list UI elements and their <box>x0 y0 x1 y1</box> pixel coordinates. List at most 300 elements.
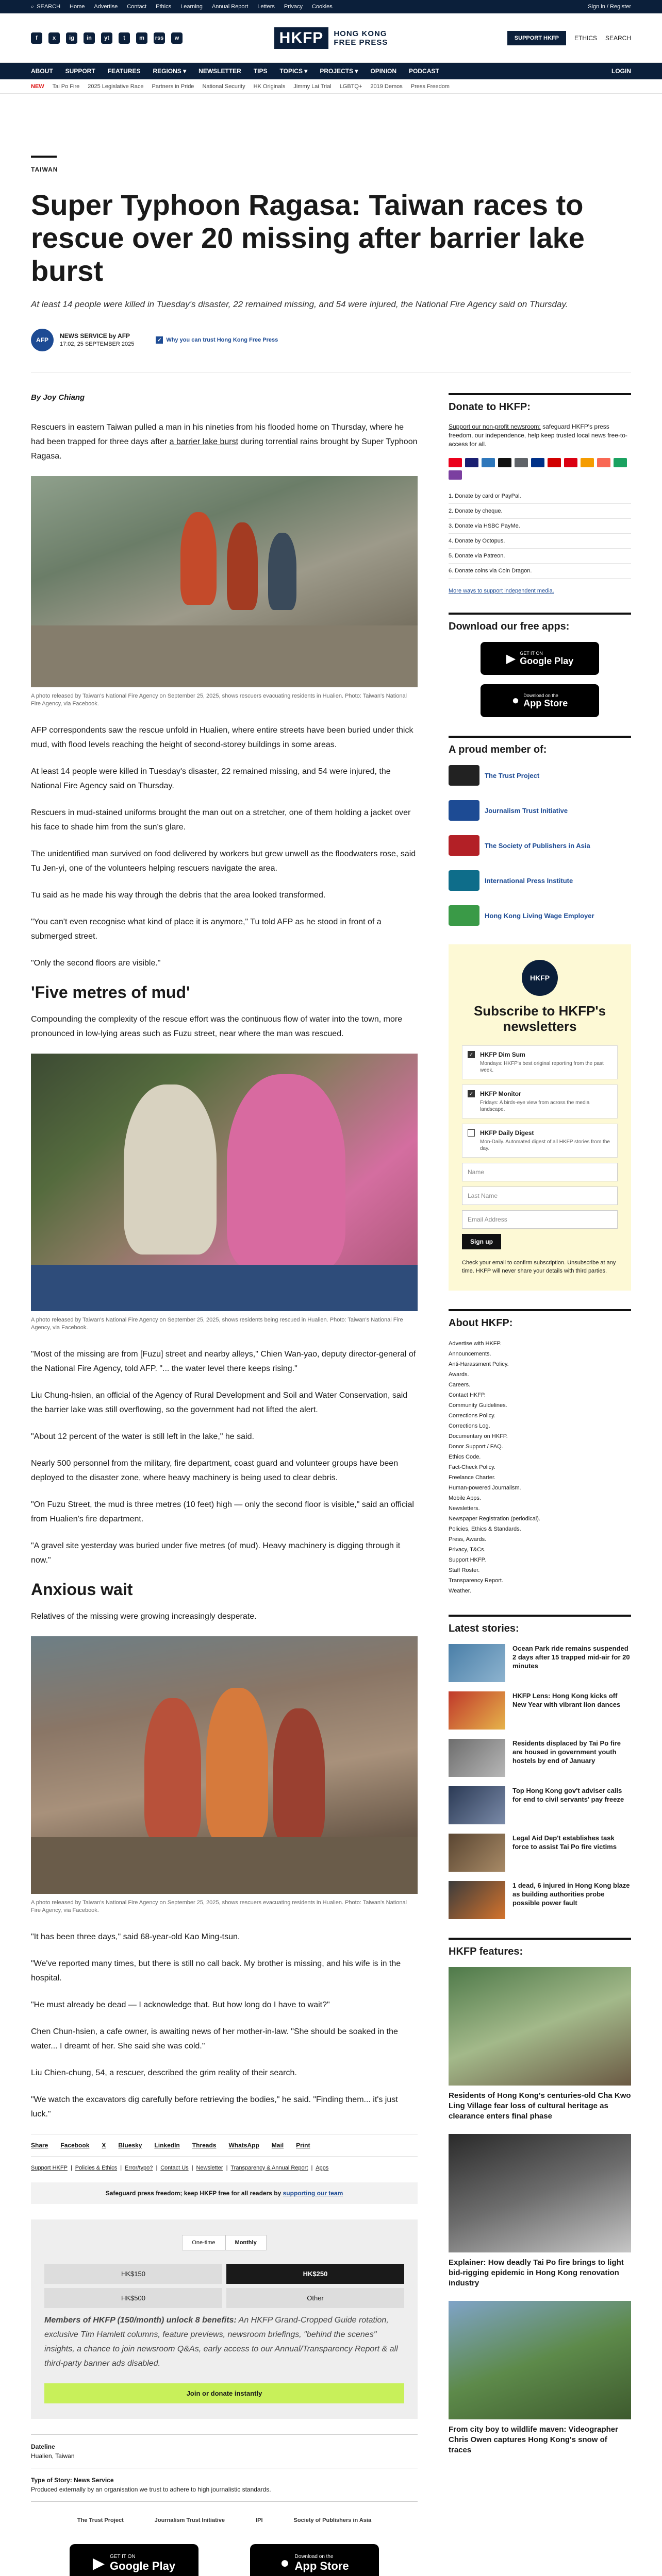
latest-headline[interactable]: Legal Aid Dep't establishes task force to assist Tai Po fire victims <box>512 1834 617 1851</box>
nav-tips[interactable]: TIPS <box>253 67 268 75</box>
whatsapp-icon[interactable]: w <box>171 32 183 44</box>
donate-title: Donate to HKFP: <box>449 401 531 413</box>
amount-option[interactable]: HK$150 <box>44 2264 222 2284</box>
play-icon: ▶ <box>92 2554 105 2572</box>
google-pay-icon <box>515 458 528 467</box>
join-donate-button[interactable]: Join or donate instantly <box>44 2383 404 2403</box>
main-nav <box>0 63 662 79</box>
afp-avatar[interactable]: AFP <box>31 329 54 351</box>
latest-thumb <box>449 1786 505 1824</box>
subnav-item[interactable]: Jimmy Lai Trial <box>293 83 332 90</box>
newsletter-desc: Mon-Daily. Automated digest of all HKFP stories from the day. <box>480 1139 610 1151</box>
share-x[interactable]: X <box>102 2142 106 2149</box>
apps-title: Download our free apps: <box>449 621 570 632</box>
story-type <box>31 2468 418 2502</box>
trust-project-icon <box>449 765 479 786</box>
feature-story[interactable] <box>449 1967 631 2122</box>
newsletter-name: HKFP Dim Sum <box>480 1051 525 1058</box>
donate-list <box>449 489 631 579</box>
mastodon-icon[interactable]: m <box>136 32 147 44</box>
nav-support[interactable]: SUPPORT <box>65 67 95 75</box>
support-hkfp-button[interactable]: SUPPORT HKFP <box>507 31 566 45</box>
newsletter-option[interactable] <box>462 1124 618 1158</box>
app-store-button[interactable] <box>481 684 599 717</box>
feature-image <box>449 2134 631 2252</box>
sub-nav <box>0 79 662 94</box>
feature-headline[interactable]: From city boy to wildlife maven: Videographer Chris Owen captures Hong Kong's snow of traces <box>449 2425 618 2454</box>
play-icon: ▶ <box>506 651 516 666</box>
x-icon[interactable]: x <box>48 32 60 44</box>
article-category[interactable]: TAIWAN <box>31 166 58 173</box>
about-link[interactable]: Weather. <box>449 1588 471 1594</box>
donate-intro <box>449 422 631 449</box>
features-widget <box>449 1938 631 2455</box>
member-name[interactable]: The Society of Publishers in Asia <box>485 841 590 850</box>
member-title: A proud member of: <box>449 744 547 755</box>
jti-logo[interactable]: Journalism Trust Initiative <box>154 2517 225 2523</box>
dateline-label: Dateline <box>31 2443 55 2450</box>
donation-note <box>44 2313 404 2371</box>
about-list <box>449 1338 631 1596</box>
support-link[interactable]: Error/typo? <box>124 2165 153 2171</box>
about-link[interactable]: Announcements. <box>449 1351 491 1357</box>
topbar-cookies[interactable]: Cookies <box>311 4 333 10</box>
support-link[interactable]: Support HKFP <box>31 2165 68 2171</box>
about-link[interactable]: Mobile Apps. <box>449 1495 481 1501</box>
latest-story[interactable] <box>449 1786 631 1824</box>
feature-story[interactable] <box>449 2134 631 2289</box>
share-linkedin[interactable]: LinkedIn <box>154 2142 180 2149</box>
p1-text-a: Rescuers in eastern Taiwan pulled a man in his nineties from his flooded home on Thursday, where he had been trapped for three days after <box>31 423 404 446</box>
store-text <box>110 2554 175 2573</box>
apps-widget <box>449 613 631 717</box>
about-link[interactable]: Newspaper Registration (periodical). <box>449 1516 540 1522</box>
byline-date: 17:02, 25 SEPTEMBER 2025 <box>60 341 135 347</box>
google-play-button[interactable] <box>481 642 599 675</box>
linkedin-icon[interactable]: in <box>84 32 95 44</box>
sopa-icon <box>449 835 479 856</box>
site-header <box>0 13 662 63</box>
newsletter-option[interactable] <box>462 1045 618 1079</box>
about-link[interactable]: Community Guidelines. <box>449 1402 507 1409</box>
apple-icon: ● <box>511 693 520 707</box>
topbar-home[interactable]: Home <box>70 4 85 10</box>
paragraph: "About 12 percent of the water is still left in the lake," he said. <box>31 1432 254 1441</box>
dateline <box>31 2434 418 2468</box>
store-small: GET IT ON <box>109 2553 136 2560</box>
feature-image <box>449 1967 631 2086</box>
paragraph <box>31 420 418 464</box>
apple-icon: ● <box>280 2554 290 2571</box>
newsletter-option-text <box>480 1051 612 1074</box>
latest-headline[interactable]: Top Hong Kong gov't adviser calls for end to civil servants' pay freeze <box>512 1787 624 1803</box>
about-link[interactable]: Ethics Code. <box>449 1454 481 1460</box>
latest-widget <box>449 1615 631 1919</box>
photo-caption: A photo released by Taiwan's National Fire Agency on September 25, 2025, shows rescuers evacuating residents in Hualien. Photo: Taiwan's National Fire Agency, via Facebook. <box>31 693 407 707</box>
checkbox-icon[interactable] <box>468 1129 475 1137</box>
paypal-icon <box>531 458 544 467</box>
latest-thumb <box>449 1834 505 1872</box>
coin-dragon-icon <box>449 470 462 480</box>
donation-note-text: An HKFP Grand-Cropped Guide rotation, exclusive Tim Hamlett columns, feature previews, newsroom briefings, "behind the scenes" insights, a chance to join newsroom Q&As, early access to our Annual/Transparency Report & all third-party banner ads disabled. <box>44 2316 398 2368</box>
photo-figure <box>268 533 296 610</box>
octopus-icon <box>581 458 594 467</box>
member-name[interactable]: Hong Kong Living Wage Employer <box>485 911 594 920</box>
subnav-item[interactable]: 2019 Demos <box>370 83 403 90</box>
paragraph: "You can't even recognise what kind of place it is anymore," Tu told AFP as he stood in front of a submerged street. <box>31 918 382 941</box>
youtube-icon[interactable]: yt <box>101 32 112 44</box>
share-whatsapp[interactable]: WhatsApp <box>228 2142 259 2149</box>
share-mail[interactable]: Mail <box>271 2142 284 2149</box>
support-team-link[interactable]: supporting our team <box>283 2190 343 2197</box>
logo-box: HKFP <box>274 27 329 49</box>
about-link[interactable]: Fact-Check Policy. <box>449 1464 495 1470</box>
donate-option[interactable]: 6. Donate coins via Coin Dragon. <box>449 564 631 579</box>
latest-thumb <box>449 1691 505 1730</box>
checkbox-checked-icon[interactable]: ✓ <box>468 1090 475 1097</box>
share-facebook[interactable]: Facebook <box>60 2142 90 2149</box>
visa-icon <box>465 458 478 467</box>
feature-image <box>449 2301 631 2419</box>
separator: | <box>156 2165 158 2171</box>
amex-icon <box>482 458 495 467</box>
tab-one-time[interactable]: One-time <box>182 2235 225 2250</box>
about-title: About HKFP: <box>449 1317 513 1329</box>
latest-story[interactable] <box>449 1834 631 1872</box>
member-item[interactable] <box>449 905 631 926</box>
paragraph: "Most of the missing are from [Fuzu] street and nearby alleys," Chien Wan-yao, deputy director-general of the National Fire Agency, told AFP. "... the water level there keeps rising." <box>31 1350 416 1373</box>
photo-water <box>31 1265 418 1311</box>
subnav-item[interactable]: Partners in Pride <box>152 83 194 90</box>
newsletter-note: Check your email to confirm subscription. Unsubscribe at any time. HKFP will never share your details with third parties. <box>462 1260 616 1274</box>
about-link[interactable]: Staff Roster. <box>449 1567 480 1573</box>
support-link[interactable]: Newsletter <box>196 2165 223 2171</box>
newsletter-desc: Fridays: A birds-eye view from across the media landscape. <box>480 1100 590 1112</box>
facebook-icon[interactable]: f <box>31 32 42 44</box>
about-widget <box>449 1309 631 1596</box>
about-link[interactable]: Transparency Report. <box>449 1578 503 1584</box>
topbar <box>0 0 662 13</box>
nav-regions[interactable]: REGIONS ▾ <box>153 67 187 75</box>
p1-text-b: during torrential rains brought by Super Typhoon Ragasa. <box>31 437 418 461</box>
new-badge: NEW <box>31 83 44 90</box>
apple-pay-icon <box>498 458 511 467</box>
store-small: Download on the <box>294 2553 334 2560</box>
paragraph: Liu Chung-hsien, an official of the Agency of Rural Development and Soil and Water Conservation, said the barrier lake was still overflowing, so the government had not lifted the alert. <box>31 1391 408 1414</box>
app-store-buttons <box>70 2544 379 2576</box>
nav-projects[interactable]: PROJECTS ▾ <box>320 67 358 75</box>
ipi-icon <box>449 870 479 891</box>
feature-story[interactable] <box>449 2301 631 2455</box>
article-body <box>31 393 418 2576</box>
newsletter-title: Subscribe to HKFP's newsletters <box>473 1003 606 1034</box>
share-label: Share <box>31 2142 48 2149</box>
subnav-item[interactable]: 2025 Legislative Race <box>88 83 144 90</box>
member-name[interactable]: International Press Institute <box>485 876 573 885</box>
member-item[interactable] <box>449 835 631 856</box>
member-item[interactable] <box>449 765 631 786</box>
latest-title: Latest stories: <box>449 1623 519 1634</box>
photo-figure <box>227 1074 345 1270</box>
story-type-value: Produced externally by an organisation we trust to adhere to high journalistic standards. <box>31 2486 271 2493</box>
paragraph: Rescuers in mud-stained uniforms brought the man out on a stretcher, one of them holding a jacket over his face to shade him from the sun's glare. <box>31 808 411 832</box>
separator: | <box>226 2165 228 2171</box>
separator: | <box>70 2165 72 2171</box>
instagram-icon[interactable]: ig <box>66 32 77 44</box>
topbar-sign-in[interactable]: Sign in / Register <box>588 4 631 10</box>
topbar-ethics[interactable]: Ethics <box>156 4 172 10</box>
about-link[interactable]: Corrections Log. <box>449 1423 490 1429</box>
member-item[interactable] <box>449 800 631 821</box>
google-play-button[interactable] <box>70 2544 198 2576</box>
trust-link-label[interactable]: Why you can trust Hong Kong Free Press <box>166 337 278 343</box>
donate-option[interactable]: 5. Donate via Patreon. <box>449 549 631 564</box>
rss-icon[interactable]: rss <box>154 32 165 44</box>
donate-option[interactable]: 4. Donate by Octopus. <box>449 534 631 549</box>
amount-option[interactable]: Other <box>226 2288 404 2308</box>
donate-option[interactable]: 2. Donate by cheque. <box>449 504 631 519</box>
first-name-input[interactable]: Name <box>462 1163 618 1181</box>
feature-headline[interactable]: Residents of Hong Kong's centuries-old Cha Kwo Ling Village fear loss of cultural heritage as clearance enters final phase <box>449 2091 631 2121</box>
signup-button[interactable]: Sign up <box>462 1234 501 1249</box>
latest-thumb <box>449 1644 505 1682</box>
subheading: 'Five metres of mud' <box>31 983 190 1002</box>
newsletter-option[interactable] <box>462 1084 618 1118</box>
about-link[interactable]: Contact HKFP. <box>449 1392 486 1398</box>
support-link[interactable]: Policies & Ethics <box>75 2165 118 2171</box>
share-print[interactable]: Print <box>296 2142 310 2149</box>
subnav-item[interactable]: LGBTQ+ <box>339 83 362 90</box>
article-author: By Joy Chiang <box>31 393 85 402</box>
subnav-item[interactable]: National Security <box>202 83 245 90</box>
paragraph: "Only the second floors are visible." <box>31 959 161 968</box>
share-threads[interactable]: Threads <box>192 2142 217 2149</box>
separator: | <box>191 2165 193 2171</box>
header-search-link[interactable]: SEARCH <box>605 34 632 42</box>
header-right <box>388 31 631 45</box>
logo-line2: FREE PRESS <box>334 38 388 47</box>
subnav-item[interactable]: HK Originals <box>253 83 286 90</box>
share-bar <box>31 2134 418 2157</box>
site-logo[interactable] <box>274 27 388 49</box>
store-small: GET IT ON <box>520 650 543 656</box>
topbar-letters[interactable]: Letters <box>257 4 275 10</box>
paragraph: "He must already be dead — I acknowledge that. But how long do I have to wait?" <box>31 2001 330 2009</box>
photo-figure <box>227 522 258 610</box>
newsletter-option-text <box>480 1090 612 1113</box>
photo-mud <box>31 625 418 687</box>
latest-story[interactable] <box>449 1739 631 1777</box>
signup-row <box>462 1234 618 1259</box>
about-link[interactable]: Anti-Harassment Policy. <box>449 1361 509 1367</box>
latest-thumb <box>449 1739 505 1777</box>
latest-story[interactable] <box>449 1881 631 1919</box>
photo-mud <box>31 1837 418 1894</box>
paragraph: "A gravel site yesterday was buried under five metres (of mud). Heavy machinery is digging through it now." <box>31 1541 401 1565</box>
unionpay-icon <box>548 458 561 467</box>
checkbox-checked-icon[interactable]: ✓ <box>468 1051 475 1058</box>
about-link[interactable]: Corrections Policy. <box>449 1413 495 1419</box>
about-link[interactable]: Advertise with HKFP. <box>449 1341 502 1347</box>
donation-amounts <box>44 2264 404 2308</box>
about-link[interactable]: Policies, Ethics & Standards. <box>449 1526 521 1532</box>
store-text <box>523 693 568 709</box>
donation-note-bold: Members of HKFP (150/month) unlock 8 benefits: <box>44 2316 237 2325</box>
social-icons <box>31 32 274 44</box>
paragraph: Nearly 500 personnel from the military, fire department, coast guard and volunteer groups have been deployed to the disaster zone, where heavy machinery is being used to clear debris. <box>31 1459 399 1482</box>
member-name[interactable]: Journalism Trust Initiative <box>485 806 568 815</box>
trust-logos <box>31 2517 418 2523</box>
photo-figure <box>180 512 217 605</box>
hsbc-icon <box>564 458 577 467</box>
living-wage-icon <box>449 905 479 926</box>
share-bluesky[interactable]: Bluesky <box>118 2142 142 2149</box>
topbar-privacy[interactable]: Privacy <box>284 4 303 10</box>
about-link[interactable]: Privacy, T&Cs. <box>449 1547 486 1553</box>
about-link[interactable]: Human-powered Journalism. <box>449 1485 521 1491</box>
nonprofit-link[interactable]: Support our non-profit newsroom: <box>449 423 541 430</box>
page-wrap <box>31 94 631 2576</box>
about-link[interactable]: Donor Support / FAQ. <box>449 1444 503 1450</box>
topbar-contact[interactable]: Contact <box>127 4 147 10</box>
app-store-button[interactable] <box>250 2544 379 2576</box>
paragraph: AFP correspondents saw the rescue unfold in Hualien, where entire streets have been buried under thick mud, with flood levels reaching the height of second-storey buildings in some areas. <box>31 726 413 749</box>
jti-icon <box>449 800 479 821</box>
latest-headline[interactable]: Ocean Park ride remains suspended 2 days after 15 trapped mid-air for 20 minutes <box>512 1645 630 1670</box>
article-standfirst: At least 14 people were killed in Tuesday's disaster, 22 remained missing, and 54 were injured, the National Fire Agency said on Thursday. <box>31 299 568 309</box>
subnav-item[interactable]: Press Freedom <box>410 83 450 90</box>
nav-about[interactable]: ABOUT <box>31 67 53 75</box>
nav-podcast[interactable]: PODCAST <box>409 67 439 75</box>
patreon-icon <box>597 458 610 467</box>
safeguard-text: Safeguard press freedom; keep HKFP free for all readers by <box>105 2190 283 2197</box>
store-big: App Store <box>294 2559 349 2572</box>
latest-headline[interactable]: 1 dead, 6 injured in Hong Kong blaze as building authorities probe possible power fault <box>512 1882 630 1907</box>
donation-box <box>31 2219 418 2419</box>
article-photo-1 <box>31 476 418 687</box>
photo-figure <box>206 1688 268 1842</box>
support-link[interactable]: Apps <box>316 2165 329 2171</box>
features-title: HKFP features: <box>449 1946 523 1957</box>
last-name-input[interactable]: Last Name <box>462 1187 618 1205</box>
newsletter-option-text <box>480 1129 612 1152</box>
nav-features[interactable]: FEATURES <box>107 67 141 75</box>
nav-opinion[interactable]: OPINION <box>370 67 397 75</box>
article-photo-2 <box>31 1054 418 1311</box>
topbar-advertise[interactable]: Advertise <box>94 4 118 10</box>
article-photo-3 <box>31 1636 418 1894</box>
newsletter-name: HKFP Daily Digest <box>480 1129 534 1137</box>
ethics-link[interactable]: ETHICS <box>574 34 597 42</box>
paragraph: "We've reported many times, but there is still no call back. My brother is missing, and his wife is in the hospital. <box>31 1959 401 1982</box>
about-link[interactable]: Documentary on HKFP. <box>449 1433 508 1439</box>
newsletter-name: HKFP Monitor <box>480 1090 521 1097</box>
safeguard-banner <box>31 2182 418 2204</box>
photo-caption: A photo released by Taiwan's National Fire Agency on September 25, 2025, shows residents being rescued in Hualien. Photo: Taiwan's National Fire Agency, via Facebook. <box>31 1317 403 1331</box>
member-name[interactable]: The Trust Project <box>485 771 540 779</box>
tab-monthly[interactable]: Monthly <box>225 2235 267 2250</box>
newsletter-desc: Mondays: HKFP's best original reporting from the past week. <box>480 1061 604 1073</box>
payment-icons <box>449 458 631 480</box>
photo-figure <box>144 1698 201 1842</box>
paragraph: Compounding the complexity of the rescue effort was the continuous flow of water into the town, more pronounced in low-lying areas such as Fuzu street, near where the man was rescued. <box>31 1015 403 1038</box>
donate-option[interactable]: 1. Donate by card or PayPal. <box>449 489 631 504</box>
about-link[interactable]: Newsletters. <box>449 1505 480 1512</box>
logo-text <box>334 29 388 47</box>
latest-story[interactable] <box>449 1691 631 1730</box>
paragraph: Liu Chien-chung, 54, a rescuer, described the grim reality of their search. <box>31 2069 297 2077</box>
about-link[interactable]: Press, Awards. <box>449 1536 487 1543</box>
story-type-label[interactable]: Type of Story: News Service <box>31 2477 114 2484</box>
store-big: Google Play <box>109 2559 176 2572</box>
member-item[interactable] <box>449 870 631 891</box>
nav-newsletter[interactable]: NEWSLETTER <box>198 67 241 75</box>
subheading: Anxious wait <box>31 1580 133 1599</box>
latest-story[interactable] <box>449 1644 631 1682</box>
article-header <box>31 94 631 372</box>
support-links <box>31 2165 418 2171</box>
amount-option[interactable]: HK$250 <box>226 2264 404 2284</box>
amount-option[interactable]: HK$500 <box>44 2288 222 2308</box>
ipi-logo[interactable]: IPI <box>256 2517 263 2523</box>
content-columns <box>31 393 631 2576</box>
support-link[interactable]: Transparency & Annual Report <box>230 2165 308 2171</box>
store-text <box>520 651 573 667</box>
trust-project-logo[interactable]: The Trust Project <box>77 2517 124 2523</box>
more-ways-link[interactable]: More ways to support independent media. <box>449 588 554 594</box>
latest-headline[interactable]: HKFP Lens: Hong Kong kicks off New Year with vibrant lion dances <box>512 1692 621 1708</box>
byline <box>31 329 631 372</box>
donate-option[interactable]: 3. Donate via HSBC PayMe. <box>449 519 631 534</box>
separator: | <box>311 2165 313 2171</box>
donate-widget <box>449 393 631 594</box>
about-link[interactable]: Awards. <box>449 1371 469 1378</box>
nav-login[interactable]: LOGIN <box>611 67 631 75</box>
nav-topics[interactable]: TOPICS ▾ <box>279 67 308 75</box>
email-input[interactable]: Email Address <box>462 1210 618 1229</box>
sopa-logo[interactable]: Society of Publishers in Asia <box>293 2517 372 2523</box>
topbar-annual-report[interactable]: Annual Report <box>211 4 249 10</box>
support-link[interactable]: Contact Us <box>160 2165 189 2171</box>
payme-icon <box>614 458 627 467</box>
about-link[interactable]: Careers. <box>449 1382 471 1388</box>
store-small: Download on the <box>523 692 558 698</box>
byline-service[interactable]: NEWS SERVICE by AFP <box>60 332 130 340</box>
store-text <box>295 2554 349 2573</box>
latest-headline[interactable]: Residents displaced by Tai Po fire are housed in government youth hostels by end of January <box>512 1739 621 1765</box>
trust-link[interactable] <box>156 336 278 344</box>
topbar-search[interactable]: SEARCH <box>37 4 61 10</box>
subnav-item[interactable]: Tai Po Fire <box>52 83 80 90</box>
about-link[interactable]: Support HKFP. <box>449 1557 486 1563</box>
dateline-value: Hualien, Taiwan <box>31 2452 75 2460</box>
telegram-icon[interactable]: t <box>119 32 130 44</box>
paragraph: "On Fuzu Street, the mud is three metres (10 feet) high — only the second floor is visible," said an official from Hualien's fire department. <box>31 1500 414 1523</box>
barrier-lake-link[interactable]: a barrier lake burst <box>169 437 239 446</box>
photo-figure <box>124 1084 217 1255</box>
topbar-learning[interactable]: Learning <box>180 4 203 10</box>
donate-intro-text: safeguard HKFP's press freedom, our independence, help keep trusted local news free-to-access for all. <box>449 423 627 448</box>
title-rule <box>31 156 57 158</box>
byline-meta <box>60 332 134 348</box>
about-link[interactable]: Freelance Charter. <box>449 1475 496 1481</box>
mastercard-icon <box>449 458 462 467</box>
newsletter-logo: HKFP <box>522 960 558 996</box>
sidebar <box>449 393 631 2576</box>
photo-figure <box>273 1708 325 1842</box>
feature-headline[interactable]: Explainer: How deadly Tai Po fire brings to light bid-rigging epidemic in Hong Kong renovation industry <box>449 2258 624 2287</box>
search-icon-link[interactable]: ⌕ SEARCH <box>31 3 61 10</box>
